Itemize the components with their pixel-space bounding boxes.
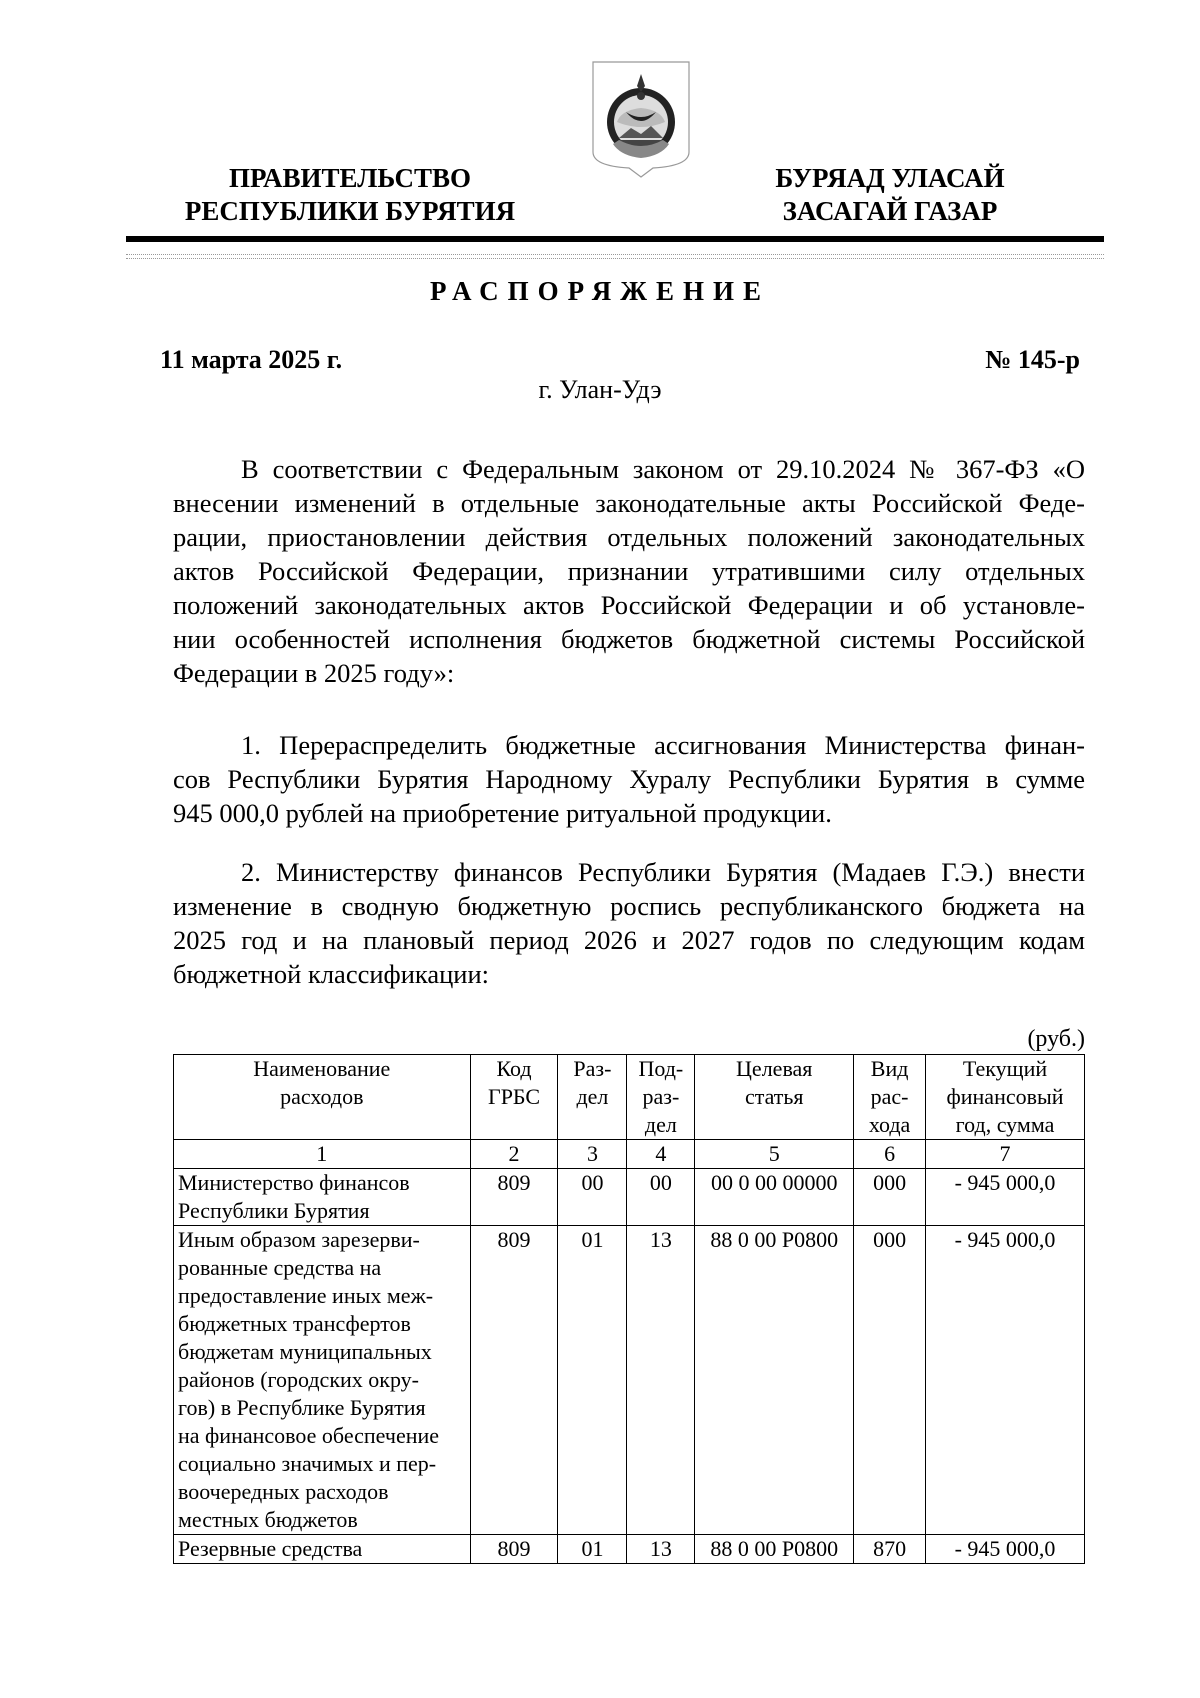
item-1-paragraph [173, 728, 1085, 830]
cell-razdel: 01 [558, 1226, 627, 1535]
cell-sum: - 945 000,0 [926, 1226, 1085, 1535]
header-thick-divider [126, 236, 1104, 242]
header-right-line-1: БУРЯАД УЛАСАЙ [775, 163, 1005, 193]
name-line: Республики Бурятия [178, 1198, 370, 1223]
item-2-line: 2025 год и на плановый период 2026 и 2027 годов по следующим кодам [173, 925, 1085, 955]
header-text: раз- [642, 1084, 680, 1109]
cell-sum: - 945 000,0 [926, 1169, 1085, 1226]
name-line: районов (городских окру- [178, 1367, 420, 1392]
name-line: гов) в Республике Бурятия [178, 1395, 426, 1420]
item-1-line: сов Республики Бурятия Народному Хуралу Республики Бурятия в сумме [173, 764, 1085, 794]
header-text: расходов [280, 1084, 364, 1109]
preamble-paragraph [173, 452, 1085, 690]
col-number: 2 [470, 1140, 558, 1169]
cell-vid: 000 [854, 1226, 926, 1535]
col-number: 3 [558, 1140, 627, 1169]
name-line: воочередных расходов [178, 1479, 389, 1504]
header-vid [854, 1055, 926, 1140]
item-2-paragraph [173, 855, 1085, 991]
cell-name [174, 1226, 471, 1535]
name-line: Иным образом зарезерви- [178, 1227, 420, 1252]
item-2-line: бюджетной классификации: [173, 959, 490, 989]
col-number: 6 [854, 1140, 926, 1169]
cell-razdel: 01 [558, 1535, 627, 1564]
item-2-line: изменение в сводную бюджетную роспись республиканского бюджета на [173, 891, 1085, 921]
header-left-title [170, 162, 530, 228]
header-text: финансовый [946, 1084, 1064, 1109]
header-text: год, сумма [955, 1112, 1055, 1137]
header-left-line-2: РЕСПУБЛИКИ БУРЯТИЯ [184, 196, 516, 226]
table-row [174, 1226, 1085, 1535]
col-number: 7 [926, 1140, 1085, 1169]
table-row [174, 1169, 1085, 1226]
header-left-line-1: ПРАВИТЕЛЬСТВО [228, 163, 472, 193]
header-text: Текущий [962, 1056, 1048, 1081]
header-text: Наименование [253, 1056, 391, 1081]
budget-table [173, 1054, 1085, 1564]
header-text: Под- [638, 1056, 684, 1081]
name-line: местных бюджетов [178, 1507, 358, 1532]
header-text: хода [868, 1112, 911, 1137]
name-line: Резервные средства [178, 1536, 363, 1561]
header-text: Код [496, 1056, 532, 1081]
cell-sum: - 945 000,0 [926, 1535, 1085, 1564]
table-unit-label: (руб.) [1027, 1026, 1085, 1052]
name-line: рованные средства на [178, 1255, 382, 1280]
cell-grbs: 809 [470, 1169, 558, 1226]
header-text: дел [576, 1084, 609, 1109]
header-podrazdel [627, 1055, 695, 1140]
cell-name [174, 1169, 471, 1226]
header-text: рас- [870, 1084, 909, 1109]
header-dotted-divider [126, 254, 1104, 259]
preamble-line: В соответствии с Федеральным законом от 29.10.2024 № 367-ФЗ «О [241, 454, 1085, 484]
header-text: статья [744, 1084, 804, 1109]
preamble-line: положений законодательных актов Российской Федерации и об установле- [173, 590, 1085, 620]
document-number: № 145-р [985, 345, 1080, 374]
preamble-line: Федерации в 2025 году»: [173, 658, 455, 688]
col-number: 1 [174, 1140, 471, 1169]
col-number: 5 [695, 1140, 854, 1169]
document-date: 11 марта 2025 г. [160, 345, 343, 374]
document-city: г. Улан-Удэ [538, 375, 662, 404]
name-line: Министерство финансов [178, 1170, 410, 1195]
item-1-line: 945 000,0 рублей на приобретение ритуальной продукции. [173, 798, 832, 828]
cell-podrazdel: 13 [627, 1226, 695, 1535]
cell-grbs: 809 [470, 1535, 558, 1564]
document-type-title: РАСПОРЯЖЕНИЕ [429, 276, 771, 306]
item-1-line: 1. Перераспределить бюджетные ассигнования Министерства финан- [241, 730, 1085, 760]
coat-of-arms-emblem [591, 60, 691, 180]
header-text: дел [644, 1112, 677, 1137]
col-number: 4 [627, 1140, 695, 1169]
name-line: социально значимых и пер- [178, 1451, 437, 1476]
header-text: Вид [870, 1056, 909, 1081]
cell-vid: 000 [854, 1169, 926, 1226]
header-razdel [558, 1055, 627, 1140]
name-line: на финансовое обеспечение [178, 1423, 440, 1448]
header-sum [926, 1055, 1085, 1140]
name-line: бюджетных трансфертов [178, 1311, 411, 1336]
preamble-line: нии особенностей исполнения бюджетов бюджетной системы Российской [173, 624, 1085, 654]
cell-podrazdel: 13 [627, 1535, 695, 1564]
header-text: ГРБС [487, 1084, 541, 1109]
preamble-line: внесении изменений в отдельные законодательные акты Российской Феде- [173, 488, 1085, 518]
cell-razdel: 00 [558, 1169, 627, 1226]
cell-article: 88 0 00 P0800 [695, 1226, 854, 1535]
table-row [174, 1535, 1085, 1564]
header-text: Раз- [573, 1056, 612, 1081]
cell-name [174, 1535, 471, 1564]
cell-grbs: 809 [470, 1226, 558, 1535]
name-line: предоставление иных меж- [178, 1283, 434, 1308]
item-2-line: 2. Министерству финансов Республики Бурятия (Мадаев Г.Э.) внести [241, 857, 1085, 887]
cell-vid: 870 [854, 1535, 926, 1564]
cell-article: 00 0 00 00000 [695, 1169, 854, 1226]
table-header-row [174, 1055, 1085, 1140]
header-grbs [470, 1055, 558, 1140]
header-article [695, 1055, 854, 1140]
name-line: бюджетам муниципальных [178, 1339, 432, 1364]
cell-podrazdel: 00 [627, 1169, 695, 1226]
preamble-line: рации, приостановлении действия отдельных положений законодательных [173, 522, 1085, 552]
header-right-title [730, 162, 1050, 228]
cell-article: 88 0 00 P0800 [695, 1535, 854, 1564]
preamble-line: актов Российской Федерации, признании утратившими силу отдельных [173, 556, 1085, 586]
table-number-row [174, 1140, 1085, 1169]
header-right-line-2: ЗАСАГАЙ ГАЗАР [782, 196, 998, 226]
header-name [174, 1055, 471, 1140]
header-text: Целевая [736, 1056, 813, 1081]
